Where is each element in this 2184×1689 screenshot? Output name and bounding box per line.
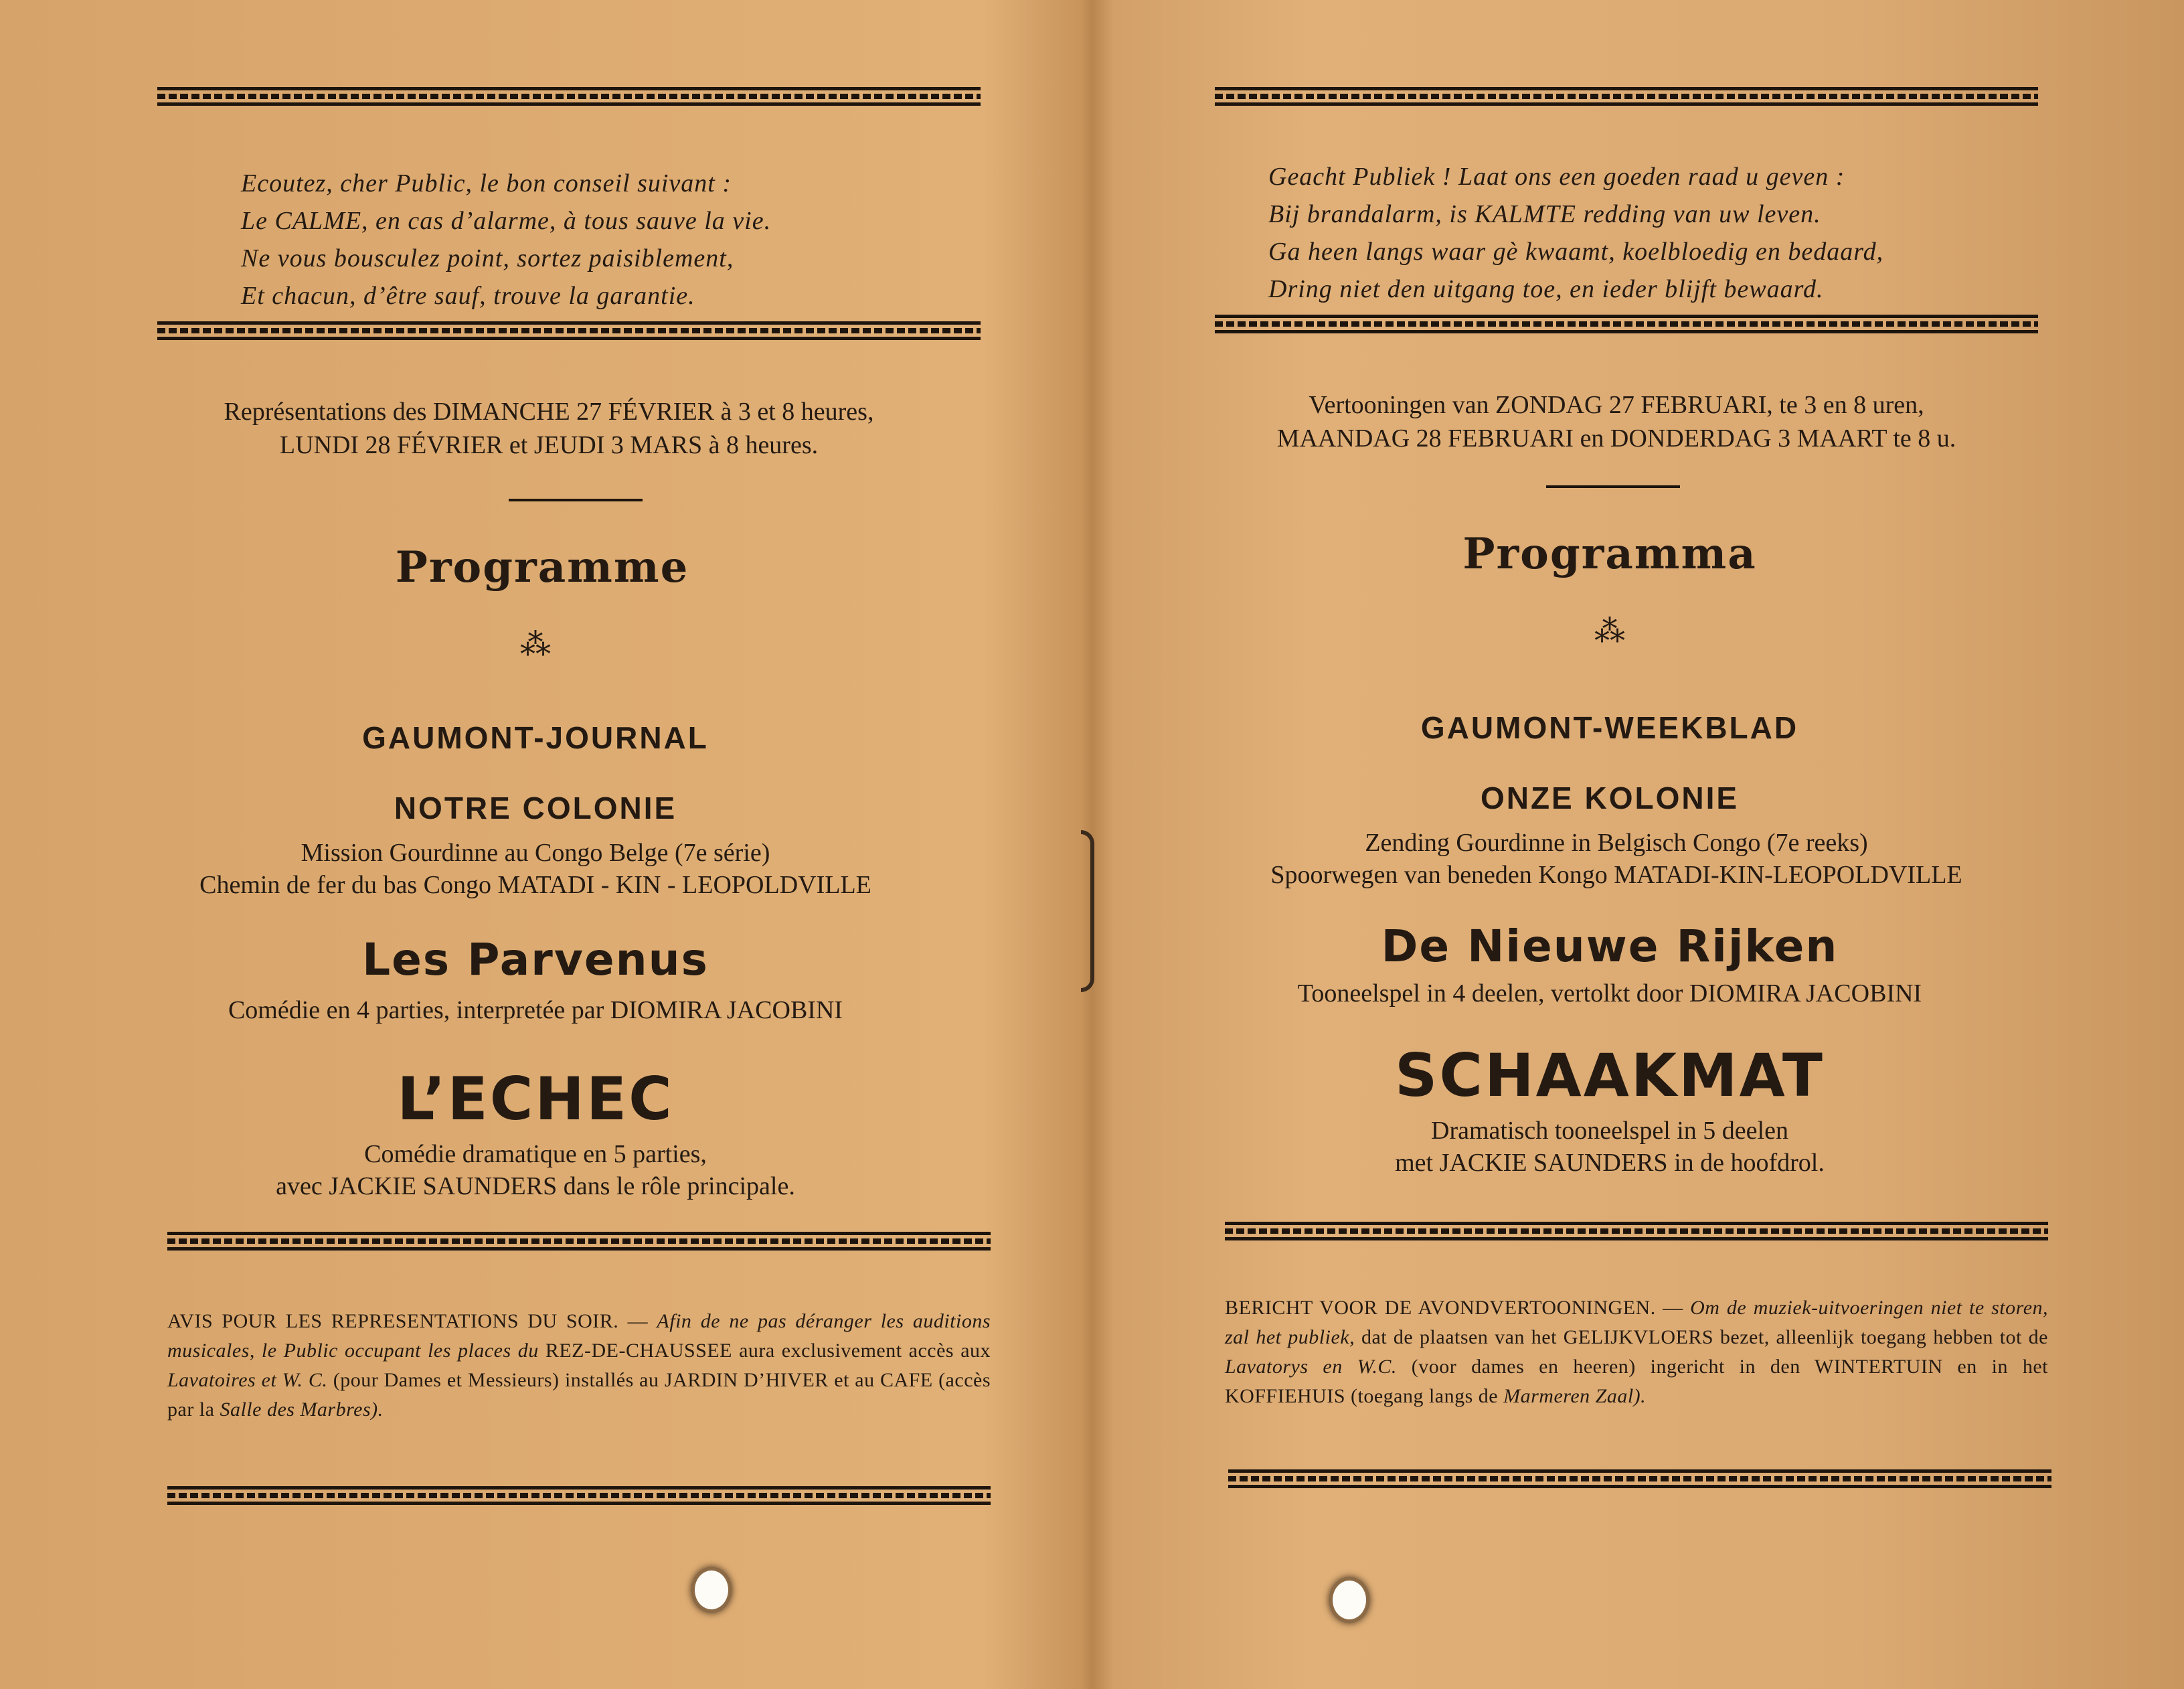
verse-line: Bij brandalarm, is KALMTE redding van uw leven. <box>1268 200 1821 228</box>
verse-line: Ne vous bousculez point, sortez paisiblement, <box>241 244 734 272</box>
film-title: SCHAAKMAT <box>1395 1041 1825 1110</box>
notice-text: (voor dames en heeren) ingericht in den WINTERTUIN en in het KOFFIEHUIS (toegang langs de <box>1225 1356 2049 1407</box>
description-line: avec JACKIE SAUNDERS dans le rôle principale. <box>276 1172 795 1200</box>
divider-rule <box>1546 485 1680 488</box>
notice-text: Salle des Marbres). <box>220 1398 384 1421</box>
notice-text: Marmeren Zaal). <box>1503 1385 1647 1407</box>
verse-line: Ecoutez, cher Public, le bon conseil suivant : <box>241 169 732 197</box>
notice-text: REZ-DE-CHAUSSEE <box>545 1340 732 1362</box>
decorative-border <box>157 321 981 340</box>
decorative-border <box>1228 1469 2051 1488</box>
decorative-border <box>157 87 981 106</box>
program-item-title: ONZE KOLONIE <box>1480 781 1740 815</box>
dates-line: Représentations des DIMANCHE 27 FÉVRIER à 3 et 8 heures, <box>224 398 874 426</box>
film-title: Les Parvenus <box>362 934 709 985</box>
left-page <box>0 0 1058 1689</box>
safety-verse <box>241 165 771 315</box>
description-line: Comédie dramatique en 5 parties, <box>364 1140 707 1168</box>
notice-heading: BERICHT VOOR DE AVONDVERTOONINGEN. — <box>1225 1297 1683 1319</box>
notice-heading: AVIS POUR LES REPRESENTATIONS DU SOIR. — <box>167 1310 649 1332</box>
film-description: Tooneelspel in 4 deelen, vertolkt door DIOMIRA JACOBINI <box>1297 979 1922 1008</box>
divider-rule <box>509 499 643 501</box>
notice-text: Afin de ne pas déranger les auditions musicales, le Public occupant les places du <box>167 1310 991 1362</box>
evening-notice <box>1225 1293 2048 1411</box>
description-line: Chemin de fer du bas Congo MATADI - KIN - LEOPOLDVILLE <box>199 871 871 899</box>
dates-line: LUNDI 28 FÉVRIER et JEUDI 3 MARS à 8 heures. <box>279 431 819 459</box>
performance-dates <box>1088 388 2145 455</box>
film-description <box>7 1138 1064 1202</box>
decorative-border <box>1215 87 2038 106</box>
verse-line: Geacht Publiek ! Laat ons een goeden raad u geven : <box>1268 163 1845 191</box>
program-title: Programme <box>395 542 689 592</box>
program-item-description <box>7 837 1064 901</box>
film-description: Comédie en 4 parties, interpretée par DIOMIRA JACOBINI <box>228 996 843 1024</box>
description-line: met JACKIE SAUNDERS in de hoofdrol. <box>1395 1149 1825 1177</box>
performance-dates <box>20 395 1078 462</box>
dates-line: MAANDAG 28 FEBRUARI en DONDERDAG 3 MAART te 8 u. <box>1276 424 1956 453</box>
evening-notice <box>167 1307 991 1425</box>
punch-hole <box>1329 1577 1370 1623</box>
description-line: Zending Gourdinne in Belgisch Congo (7e reeks) <box>1365 829 1868 857</box>
film-title: L’ECHEC <box>397 1064 674 1133</box>
notice-text: dat de plaatsen van het GELIJKVLOERS bezet, alleenlijk toegang hebben tot de <box>1361 1326 2049 1348</box>
notice-text: Lavatoires et W. C. <box>167 1369 328 1391</box>
film-description <box>1081 1115 2138 1179</box>
punch-hole <box>691 1566 732 1613</box>
program-item-title: GAUMONT-JOURNAL <box>362 720 709 755</box>
ornament-icon: ⁂ <box>1594 614 1625 648</box>
decorative-border <box>1225 1222 2048 1240</box>
verse-line: Ga heen langs waar gè kwaamt, koelbloedig en bedaard, <box>1268 238 1884 266</box>
decorative-border <box>167 1232 991 1251</box>
film-title: De Nieuwe Rijken <box>1381 920 1839 972</box>
safety-verse <box>1268 158 1883 308</box>
description-line: Dramatisch tooneelspel in 5 deelen <box>1431 1117 1788 1145</box>
right-page <box>1081 0 2138 1689</box>
verse-line: Le CALME, en cas d’alarme, à tous sauve la vie. <box>241 207 772 235</box>
verse-line: Dring niet den uitgang toe, en ieder blijft bewaard. <box>1268 275 1824 303</box>
decorative-border <box>1215 315 2038 333</box>
description-line: Spoorwegen van beneden Kongo MATADI-KIN-LEOPOLDVILLE <box>1270 861 1962 889</box>
program-item-description <box>1088 827 2145 891</box>
program-title: Programma <box>1462 529 1757 579</box>
verse-line: Et chacun, d’être sauf, trouve la garantie. <box>241 282 695 310</box>
program-item-title: NOTRE COLONIE <box>394 791 677 825</box>
description-line: Mission Gourdinne au Congo Belge (7e série) <box>301 839 770 867</box>
notice-text: (pour Dames et Messieurs) installés au JARDIN D’HIVER et au CAFE (accès par la <box>167 1369 991 1421</box>
program-item-title: GAUMONT-WEEKBLAD <box>1420 710 1799 745</box>
decorative-border <box>167 1486 991 1505</box>
dates-line: Vertooningen van ZONDAG 27 FEBRUARI, te 3 en 8 uren, <box>1309 391 1924 419</box>
ornament-icon: ⁂ <box>520 627 551 661</box>
notice-text: Om de muziek-uitvoeringen niet te storen, zal het publiek, <box>1225 1297 2049 1348</box>
notice-text: aura exclusivement accès aux <box>739 1340 991 1362</box>
notice-text: Lavatorys en W.C. <box>1225 1356 1397 1378</box>
